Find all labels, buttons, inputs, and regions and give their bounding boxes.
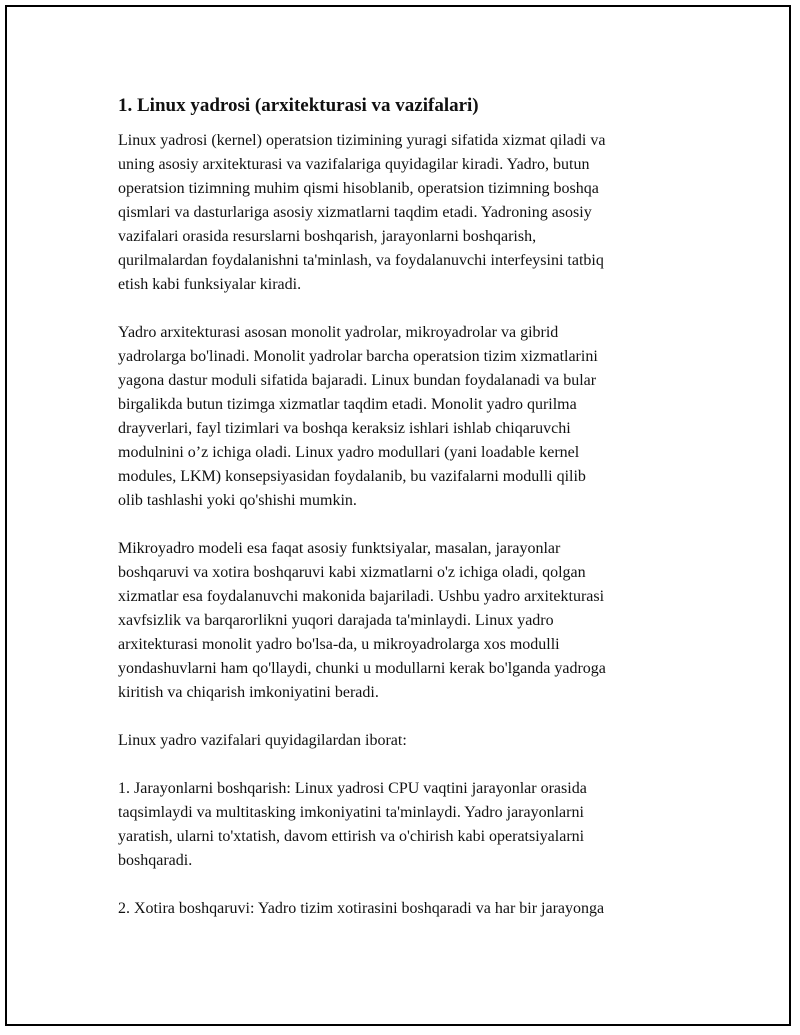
text-line: Linux yadro vazifalari quyidagilardan iborat: (118, 732, 407, 749)
section-heading: 1. Linux yadrosi (arxitekturasi va vazifalari) (118, 95, 479, 116)
text-line: Linux yadrosi (kernel) operatsion tizimining yuragi sifatida xizmat qiladi va (118, 132, 606, 149)
paragraph-tasks-intro (118, 729, 688, 753)
text-line: vazifalari orasida resurslarni boshqarish, jarayonlarni boshqarish, (118, 228, 537, 245)
text-line: kiritish va chiqarish imkoniyatini beradi. (118, 684, 379, 701)
text-line: birgalikda butun tizimga xizmatlar taqdim etadi. Monolit yadro qurilma (118, 396, 577, 413)
text-line: xizmatlar esa foydalanuvchi makonida bajariladi. Ushbu yadro arxitekturasi (118, 588, 605, 605)
text-line: yaratish, ularni to'xtatish, davom ettirish va o'chirish kabi operatsiyalarni (118, 828, 585, 845)
text-line: taqsimlaydi va multitasking imkoniyatini ta'minlaydi. Yadro jarayonlarni (118, 804, 584, 821)
text-line: yondashuvlarni ham qo'llaydi, chunki u modullarni kerak bo'lganda yadroga (118, 660, 606, 677)
paragraph-architecture (118, 321, 688, 513)
text-line: boshqaruvi va xotira boshqaruvi kabi xizmatlarni o'z ichiga oladi, qolgan (118, 564, 586, 581)
text-line: 2. Xotira boshqaruvi: Yadro tizim xotirasini boshqaradi va har bir jarayonga (118, 900, 605, 917)
text-line: modulnini o’z ichiga oladi. Linux yadro modullari (yani loadable kernel (118, 444, 580, 461)
text-line: Yadro arxitekturasi asosan monolit yadrolar, mikroyadrolar va gibrid (118, 324, 559, 341)
text-line: operatsion tizimning muhim qismi hisoblanib, operatsion tizimning boshqa (118, 180, 599, 197)
paragraph-kernel-intro (118, 129, 688, 297)
text-line: boshqaradi. (118, 852, 193, 869)
text-line: drayverlari, fayl tizimlari va boshqa keraksiz ishlari ishlab chiqaruvchi (118, 420, 571, 437)
text-line: olib tashlashi yoki qo'shishi mumkin. (118, 492, 357, 509)
text-line: yagona dastur moduli sifatida bajaradi. Linux bundan foydalanadi va bular (118, 372, 597, 389)
text-line: uning asosiy arxitekturasi va vazifalariga quyidagilar kiradi. Yadro, butun (118, 156, 590, 173)
text-line: 1. Jarayonlarni boshqarish: Linux yadrosi CPU vaqtini jarayonlar orasida (118, 780, 587, 797)
paragraph-process-management (118, 777, 688, 873)
text-line: etish kabi funksiyalar kiradi. (118, 276, 302, 293)
paragraph-microkernel (118, 537, 688, 705)
paragraph-memory-management (118, 897, 688, 921)
document-body (118, 93, 688, 945)
text-line: Mikroyadro modeli esa faqat asosiy funktsiyalar, masalan, jarayonlar (118, 540, 561, 557)
text-line: arxitekturasi monolit yadro bo'lsa-da, u mikroyadrolarga xos modulli (118, 636, 560, 653)
text-line: qurilmalardan foydalanishni ta'minlash, va foydalanuvchi interfeysini tatbiq (118, 252, 604, 269)
text-line: yadrolarga bo'linadi. Monolit yadrolar barcha operatsion tizim xizmatlarini (118, 348, 598, 365)
text-line: qismlari va dasturlariga asosiy xizmatlarni taqdim etadi. Yadroning asosiy (118, 204, 592, 221)
text-line: xavfsizlik va barqarorlikni yuqori darajada ta'minlaydi. Linux yadro (118, 612, 554, 629)
text-line: modules, LKM) konsepsiyasidan foydalanib, bu vazifalarni modulli qilib (118, 468, 586, 485)
